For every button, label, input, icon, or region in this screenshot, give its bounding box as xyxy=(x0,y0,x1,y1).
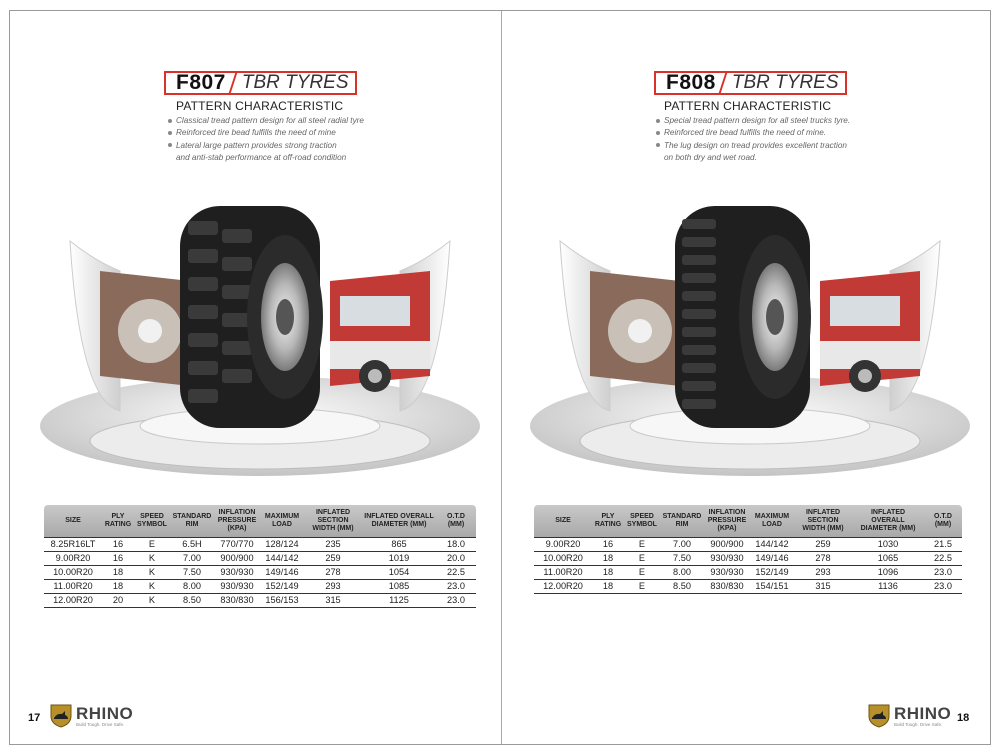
col-section-width: INFLATED SECTION WIDTH (MM) xyxy=(304,505,362,537)
rhino-shield-icon xyxy=(50,704,72,728)
cell: 7.50 xyxy=(170,565,214,579)
cell: 152/149 xyxy=(750,565,794,579)
cell: 23.0 xyxy=(924,565,962,579)
cell: E xyxy=(624,551,660,565)
cell: 1125 xyxy=(362,593,436,607)
logo-slogan: Build Tough. Drive Safe. xyxy=(894,721,943,727)
cell: 21.5 xyxy=(924,537,962,551)
cell: 8.00 xyxy=(660,565,704,579)
cell: 930/930 xyxy=(214,565,260,579)
feature-item: on both dry and wet road. xyxy=(664,152,757,162)
table-row xyxy=(534,565,962,579)
cell: 930/930 xyxy=(704,565,750,579)
cell: 259 xyxy=(304,551,362,565)
cell: 156/153 xyxy=(260,593,304,607)
logo-slogan: Build Tough. Drive Safe. xyxy=(76,721,125,727)
col-standard-rim: STANDARD RIM xyxy=(170,505,214,537)
feature-item: Lateral large pattern provides strong traction xyxy=(168,140,364,152)
cell: 900/900 xyxy=(214,551,260,565)
tire-illustration xyxy=(530,201,970,491)
col-standard-rim: STANDARD RIM xyxy=(660,505,704,537)
table-row xyxy=(44,579,476,593)
cell: 1030 xyxy=(852,537,924,551)
cell: 18.0 xyxy=(436,537,476,551)
cell: 6.5H xyxy=(170,537,214,551)
page-number: 18 xyxy=(957,712,970,724)
product-type: TBR TYRES xyxy=(241,72,349,93)
table-header xyxy=(44,505,476,537)
cell: 12.00R20 xyxy=(44,593,102,607)
cell: 293 xyxy=(304,579,362,593)
cell: 20 xyxy=(102,593,134,607)
col-inflation-pressure: INFLATION PRESSURE (KPA) xyxy=(214,505,260,537)
cell: 930/930 xyxy=(214,579,260,593)
cell: 10.00R20 xyxy=(44,565,102,579)
product-title xyxy=(654,71,847,95)
cell: 1096 xyxy=(852,565,924,579)
cell: 10.00R20 xyxy=(534,551,592,565)
cell: 149/146 xyxy=(260,565,304,579)
rhino-shield-icon xyxy=(868,704,890,728)
cell: 20.0 xyxy=(436,551,476,565)
cell: 7.00 xyxy=(660,537,704,551)
cell: E xyxy=(624,579,660,593)
cell: 22.5 xyxy=(924,551,962,565)
cell: 7.00 xyxy=(170,551,214,565)
col-ply-rating: PLY RATING xyxy=(592,505,624,537)
cell: E xyxy=(624,537,660,551)
cell: 16 xyxy=(102,537,134,551)
cell: 22.5 xyxy=(436,565,476,579)
table-row xyxy=(44,537,476,551)
cell: 259 xyxy=(794,537,852,551)
bullet-icon xyxy=(656,143,660,147)
table-row xyxy=(44,551,476,565)
table-row xyxy=(44,593,476,607)
feature-item: Classical tread pattern design for all steel radial tyre xyxy=(168,115,364,127)
title-separator xyxy=(719,73,727,93)
col-section-width: INFLATED SECTION WIDTH (MM) xyxy=(794,505,852,537)
cell: 865 xyxy=(362,537,436,551)
page-number: 17 xyxy=(28,712,41,724)
pattern-heading: PATTERN CHARACTERISTIC xyxy=(664,99,832,113)
cell: 149/146 xyxy=(750,551,794,565)
cell: K xyxy=(134,593,170,607)
cell: 770/770 xyxy=(214,537,260,551)
catalog-spread xyxy=(9,10,991,745)
table-row xyxy=(534,579,962,593)
cell: 830/830 xyxy=(214,593,260,607)
cell: 278 xyxy=(794,551,852,565)
product-type: TBR TYRES xyxy=(731,72,839,93)
cell: 8.00 xyxy=(170,579,214,593)
bullet-icon xyxy=(168,143,172,147)
spec-table xyxy=(44,505,476,608)
table-row xyxy=(44,565,476,579)
feature-item: The lug design on tread provides excellent traction xyxy=(656,140,850,152)
bullet-icon xyxy=(168,131,172,135)
cell: 9.00R20 xyxy=(534,537,592,551)
cell: 16 xyxy=(592,537,624,551)
cell: 315 xyxy=(304,593,362,607)
cell: 1085 xyxy=(362,579,436,593)
cell: 7.50 xyxy=(660,551,704,565)
cell: 1065 xyxy=(852,551,924,565)
cell: K xyxy=(134,579,170,593)
feature-item: Reinforced tire bead fulfills the need of mine xyxy=(168,127,364,139)
cell: 18 xyxy=(592,551,624,565)
col-maximum-load: MAXIMUM LOAD xyxy=(750,505,794,537)
feature-list xyxy=(168,115,364,164)
cell: E xyxy=(624,565,660,579)
cell: 18 xyxy=(592,579,624,593)
cell: E xyxy=(134,537,170,551)
col-otd: O.T.D (MM) xyxy=(924,505,962,537)
cell: 293 xyxy=(794,565,852,579)
brand-logo xyxy=(50,704,133,728)
bullet-icon xyxy=(656,119,660,123)
cell: 154/151 xyxy=(750,579,794,593)
table-row xyxy=(534,551,962,565)
tire-display-image xyxy=(40,201,480,491)
cell: 8.50 xyxy=(660,579,704,593)
cell: 16 xyxy=(102,551,134,565)
spec-table xyxy=(534,505,962,594)
bullet-icon xyxy=(168,119,172,123)
cell: 830/830 xyxy=(704,579,750,593)
model-name: F807 xyxy=(176,71,226,94)
page-left xyxy=(10,11,501,744)
logo-wordmark: RHINO xyxy=(894,703,952,723)
feature-list xyxy=(656,115,850,164)
tire-display-image xyxy=(530,201,970,491)
title-separator xyxy=(229,73,237,93)
cell: K xyxy=(134,565,170,579)
cell: 144/142 xyxy=(750,537,794,551)
cell: 23.0 xyxy=(436,579,476,593)
bullet-icon xyxy=(656,131,660,135)
col-speed-symbol: SPEED SYMBOL xyxy=(624,505,660,537)
feature-item: Special tread pattern design for all steel trucks tyre. xyxy=(656,115,850,127)
cell: 128/124 xyxy=(260,537,304,551)
cell: K xyxy=(134,551,170,565)
col-inflation-pressure: INFLATION PRESSURE (KPA) xyxy=(704,505,750,537)
col-size: SIZE xyxy=(534,505,592,537)
col-otd: O.T.D (MM) xyxy=(436,505,476,537)
cell: 1019 xyxy=(362,551,436,565)
col-ply-rating: PLY RATING xyxy=(102,505,134,537)
cell: 11.00R20 xyxy=(44,579,102,593)
col-maximum-load: MAXIMUM LOAD xyxy=(260,505,304,537)
pattern-heading: PATTERN CHARACTERISTIC xyxy=(176,99,344,113)
feature-item: Reinforced tire bead fulfills the need of mine. xyxy=(656,127,850,139)
cell: 278 xyxy=(304,565,362,579)
cell: 11.00R20 xyxy=(534,565,592,579)
cell: 18 xyxy=(592,565,624,579)
col-overall-diameter: INFLATED OVERALL DIAMETER (MM) xyxy=(362,505,436,537)
cell: 8.25R16LT xyxy=(44,537,102,551)
cell: 9.00R20 xyxy=(44,551,102,565)
model-name: F808 xyxy=(666,71,716,94)
cell: 152/149 xyxy=(260,579,304,593)
col-speed-symbol: SPEED SYMBOL xyxy=(134,505,170,537)
cell: 12.00R20 xyxy=(534,579,592,593)
tire-illustration xyxy=(40,201,480,491)
col-size: SIZE xyxy=(44,505,102,537)
cell: 23.0 xyxy=(924,579,962,593)
logo-wordmark: RHINO xyxy=(76,703,134,723)
table-header xyxy=(534,505,962,537)
cell: 23.0 xyxy=(436,593,476,607)
cell: 8.50 xyxy=(170,593,214,607)
col-overall-diameter: INFLATED OVERALL DIAMETER (MM) xyxy=(852,505,924,537)
feature-item: and anti-stab performance at off-road condition xyxy=(176,152,347,162)
table-row xyxy=(534,537,962,551)
cell: 900/900 xyxy=(704,537,750,551)
cell: 930/930 xyxy=(704,551,750,565)
page-right xyxy=(501,11,992,744)
brand-logo xyxy=(868,704,951,728)
cell: 18 xyxy=(102,579,134,593)
product-title xyxy=(164,71,357,95)
cell: 18 xyxy=(102,565,134,579)
cell: 315 xyxy=(794,579,852,593)
cell: 1136 xyxy=(852,579,924,593)
cell: 235 xyxy=(304,537,362,551)
cell: 144/142 xyxy=(260,551,304,565)
cell: 1054 xyxy=(362,565,436,579)
